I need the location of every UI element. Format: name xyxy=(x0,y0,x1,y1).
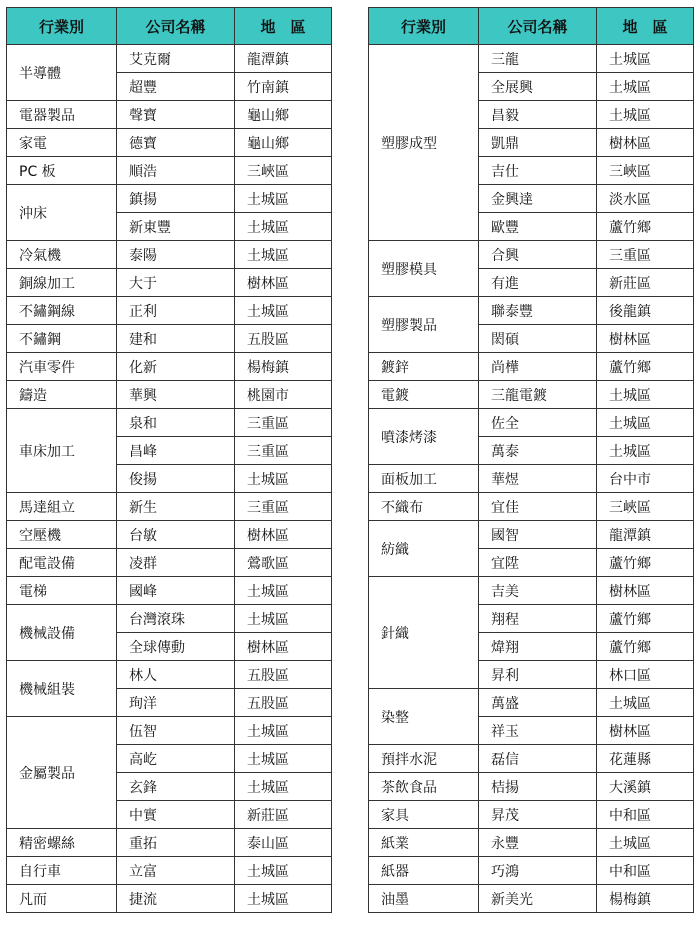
company-name-cell: 合興 xyxy=(479,241,597,269)
table-row xyxy=(7,409,332,437)
company-name-cell: 全展興 xyxy=(479,73,597,101)
table-row xyxy=(7,549,332,577)
company-name-cell: 華興 xyxy=(117,381,235,409)
location-cell: 五股區 xyxy=(235,325,332,353)
location-cell: 蘆竹鄉 xyxy=(597,633,694,661)
table-row xyxy=(369,773,694,801)
industry-cell: 半導體 xyxy=(7,45,117,101)
industry-cell: 染整 xyxy=(369,689,479,745)
company-name-cell: 永豐 xyxy=(479,829,597,857)
location-cell: 三峽區 xyxy=(235,157,332,185)
location-cell: 土城區 xyxy=(597,73,694,101)
company-name-cell: 昇利 xyxy=(479,661,597,689)
location-cell: 龍潭鎮 xyxy=(597,521,694,549)
company-name-cell: 巧鴻 xyxy=(479,857,597,885)
industry-cell: 配電設備 xyxy=(7,549,117,577)
industry-cell: 電鍍 xyxy=(369,381,479,409)
location-cell: 土城區 xyxy=(235,717,332,745)
location-cell: 蘆竹鄉 xyxy=(597,213,694,241)
industry-cell: 車床加工 xyxy=(7,409,117,493)
table-row xyxy=(369,577,694,605)
industry-cell: 機械設備 xyxy=(7,605,117,661)
industry-cell: 紙器 xyxy=(369,857,479,885)
company-name-cell: 佐全 xyxy=(479,409,597,437)
location-cell: 三重區 xyxy=(597,241,694,269)
location-cell: 蘆竹鄉 xyxy=(597,353,694,381)
company-name-cell: 台敏 xyxy=(117,521,235,549)
location-cell: 五股區 xyxy=(235,689,332,717)
industry-cell: 空壓機 xyxy=(7,521,117,549)
location-cell: 蘆竹鄉 xyxy=(597,605,694,633)
location-cell: 樹林區 xyxy=(597,325,694,353)
table-row xyxy=(7,829,332,857)
location-cell: 桃園市 xyxy=(235,381,332,409)
company-name-cell: 祥玉 xyxy=(479,717,597,745)
location-cell: 三重區 xyxy=(235,409,332,437)
location-cell: 土城區 xyxy=(235,745,332,773)
company-name-cell: 三龍 xyxy=(479,45,597,73)
company-name-cell: 磊信 xyxy=(479,745,597,773)
company-name-cell: 閎碩 xyxy=(479,325,597,353)
header-location: 地 區 xyxy=(597,8,694,45)
location-cell: 泰山區 xyxy=(235,829,332,857)
company-name-cell: 吉美 xyxy=(479,577,597,605)
location-cell: 龍潭鎮 xyxy=(235,45,332,73)
location-cell: 土城區 xyxy=(235,577,332,605)
industry-cell: 塑膠成型 xyxy=(369,45,479,241)
location-cell: 樹林區 xyxy=(235,633,332,661)
industry-cell: 凡而 xyxy=(7,885,117,913)
company-name-cell: 宜陞 xyxy=(479,549,597,577)
company-name-cell: 中實 xyxy=(117,801,235,829)
table-row xyxy=(369,885,694,913)
industry-cell: 家電 xyxy=(7,129,117,157)
location-cell: 土城區 xyxy=(597,45,694,73)
location-cell: 楊梅鎮 xyxy=(597,885,694,913)
table-row xyxy=(7,297,332,325)
company-name-cell: 煒翔 xyxy=(479,633,597,661)
location-cell: 三重區 xyxy=(235,493,332,521)
location-cell: 樹林區 xyxy=(597,129,694,157)
right-company-table xyxy=(368,7,694,913)
industry-cell: 鑄造 xyxy=(7,381,117,409)
company-name-cell: 新生 xyxy=(117,493,235,521)
industry-cell: 沖床 xyxy=(7,185,117,241)
location-cell: 樹林區 xyxy=(597,717,694,745)
table-row xyxy=(7,45,332,73)
industry-cell: 面板加工 xyxy=(369,465,479,493)
location-cell: 楊梅鎮 xyxy=(235,353,332,381)
header-company: 公司名稱 xyxy=(117,8,235,45)
location-cell: 樹林區 xyxy=(235,521,332,549)
company-name-cell: 鎮揚 xyxy=(117,185,235,213)
location-cell: 竹南鎮 xyxy=(235,73,332,101)
company-name-cell: 昌峰 xyxy=(117,437,235,465)
table-row xyxy=(369,381,694,409)
right-table-body xyxy=(369,45,694,913)
company-name-cell: 林人 xyxy=(117,661,235,689)
company-name-cell: 新東豐 xyxy=(117,213,235,241)
company-name-cell: 大于 xyxy=(117,269,235,297)
table-row xyxy=(369,241,694,269)
industry-cell: 汽車零件 xyxy=(7,353,117,381)
table-row xyxy=(7,717,332,745)
table-row xyxy=(7,185,332,213)
location-cell: 蘆竹鄉 xyxy=(597,549,694,577)
table-row xyxy=(7,885,332,913)
location-cell: 土城區 xyxy=(235,241,332,269)
location-cell: 淡水區 xyxy=(597,185,694,213)
industry-cell: 電梯 xyxy=(7,577,117,605)
company-name-cell: 萬盛 xyxy=(479,689,597,717)
location-cell: 土城區 xyxy=(597,101,694,129)
industry-cell: 不鏽鋼線 xyxy=(7,297,117,325)
industry-cell: 預拌水泥 xyxy=(369,745,479,773)
company-name-cell: 伍智 xyxy=(117,717,235,745)
location-cell: 中和區 xyxy=(597,801,694,829)
company-name-cell: 珣洋 xyxy=(117,689,235,717)
table-row xyxy=(7,493,332,521)
company-name-cell: 順浩 xyxy=(117,157,235,185)
company-name-cell: 翔程 xyxy=(479,605,597,633)
location-cell: 三峽區 xyxy=(597,493,694,521)
industry-cell: 電器製品 xyxy=(7,101,117,129)
company-name-cell: 三龍電鍍 xyxy=(479,381,597,409)
table-row xyxy=(369,829,694,857)
location-cell: 花蓮縣 xyxy=(597,745,694,773)
table-row xyxy=(369,465,694,493)
industry-cell: PC 板 xyxy=(7,157,117,185)
company-name-cell: 桔揚 xyxy=(479,773,597,801)
company-name-cell: 台灣滾珠 xyxy=(117,605,235,633)
table-row xyxy=(369,353,694,381)
location-cell: 土城區 xyxy=(235,213,332,241)
left-company-table xyxy=(6,7,332,913)
table-row xyxy=(7,129,332,157)
table-row xyxy=(7,661,332,689)
company-name-cell: 昇茂 xyxy=(479,801,597,829)
table-row xyxy=(7,101,332,129)
location-cell: 三峽區 xyxy=(597,157,694,185)
header-industry: 行業別 xyxy=(369,8,479,45)
location-cell: 鶯歌區 xyxy=(235,549,332,577)
industry-cell: 金屬製品 xyxy=(7,717,117,829)
company-name-cell: 吉仕 xyxy=(479,157,597,185)
location-cell: 土城區 xyxy=(235,773,332,801)
location-cell: 土城區 xyxy=(597,829,694,857)
industry-cell: 機械組裝 xyxy=(7,661,117,717)
location-cell: 樹林區 xyxy=(235,269,332,297)
table-row xyxy=(369,745,694,773)
location-cell: 後龍鎮 xyxy=(597,297,694,325)
company-name-cell: 立富 xyxy=(117,857,235,885)
company-name-cell: 金興達 xyxy=(479,185,597,213)
header-location: 地 區 xyxy=(235,8,332,45)
company-name-cell: 正利 xyxy=(117,297,235,325)
company-name-cell: 凱鼎 xyxy=(479,129,597,157)
industry-cell: 不織布 xyxy=(369,493,479,521)
company-name-cell: 尚樺 xyxy=(479,353,597,381)
industry-cell: 銅線加工 xyxy=(7,269,117,297)
table-row xyxy=(7,241,332,269)
location-cell: 土城區 xyxy=(235,297,332,325)
company-name-cell: 俊揚 xyxy=(117,465,235,493)
table-row xyxy=(7,269,332,297)
table-row xyxy=(369,297,694,325)
table-row xyxy=(369,801,694,829)
industry-cell: 噴漆烤漆 xyxy=(369,409,479,465)
location-cell: 樹林區 xyxy=(597,577,694,605)
table-row xyxy=(7,521,332,549)
table-row xyxy=(7,857,332,885)
company-name-cell: 泉和 xyxy=(117,409,235,437)
location-cell: 中和區 xyxy=(597,857,694,885)
company-name-cell: 有進 xyxy=(479,269,597,297)
company-name-cell: 華煜 xyxy=(479,465,597,493)
location-cell: 五股區 xyxy=(235,661,332,689)
table-row xyxy=(7,353,332,381)
company-name-cell: 國智 xyxy=(479,521,597,549)
company-name-cell: 全球傳動 xyxy=(117,633,235,661)
company-name-cell: 凌群 xyxy=(117,549,235,577)
company-name-cell: 化新 xyxy=(117,353,235,381)
location-cell: 龜山鄉 xyxy=(235,101,332,129)
header-industry: 行業別 xyxy=(7,8,117,45)
company-name-cell: 德寶 xyxy=(117,129,235,157)
industry-cell: 精密螺絲 xyxy=(7,829,117,857)
header-row xyxy=(7,8,332,45)
company-name-cell: 宜佳 xyxy=(479,493,597,521)
industry-cell: 針織 xyxy=(369,577,479,689)
company-name-cell: 聯泰豐 xyxy=(479,297,597,325)
location-cell: 土城區 xyxy=(597,409,694,437)
industry-cell: 油墨 xyxy=(369,885,479,913)
table-row xyxy=(7,577,332,605)
left-table-body xyxy=(7,45,332,913)
header-row xyxy=(369,8,694,45)
industry-cell: 塑膠模具 xyxy=(369,241,479,297)
location-cell: 土城區 xyxy=(235,185,332,213)
location-cell: 新莊區 xyxy=(235,801,332,829)
industry-cell: 塑膠製品 xyxy=(369,297,479,353)
table-row xyxy=(7,325,332,353)
industry-cell: 紡織 xyxy=(369,521,479,577)
location-cell: 新莊區 xyxy=(597,269,694,297)
table-row xyxy=(7,157,332,185)
location-cell: 大溪鎮 xyxy=(597,773,694,801)
table-row xyxy=(7,381,332,409)
industry-cell: 馬達組立 xyxy=(7,493,117,521)
table-row xyxy=(7,605,332,633)
company-name-cell: 聲寶 xyxy=(117,101,235,129)
table-row xyxy=(369,857,694,885)
table-row xyxy=(369,409,694,437)
company-name-cell: 玄鋒 xyxy=(117,773,235,801)
location-cell: 土城區 xyxy=(597,689,694,717)
location-cell: 土城區 xyxy=(235,857,332,885)
company-name-cell: 建和 xyxy=(117,325,235,353)
location-cell: 台中市 xyxy=(597,465,694,493)
industry-cell: 茶飲食品 xyxy=(369,773,479,801)
location-cell: 三重區 xyxy=(235,437,332,465)
table-row xyxy=(369,689,694,717)
company-name-cell: 新美光 xyxy=(479,885,597,913)
industry-cell: 冷氣機 xyxy=(7,241,117,269)
location-cell: 土城區 xyxy=(235,465,332,493)
location-cell: 土城區 xyxy=(235,605,332,633)
table-row xyxy=(369,45,694,73)
company-name-cell: 昌毅 xyxy=(479,101,597,129)
company-name-cell: 國峰 xyxy=(117,577,235,605)
company-name-cell: 重拓 xyxy=(117,829,235,857)
industry-cell: 鍍鋅 xyxy=(369,353,479,381)
company-name-cell: 捷流 xyxy=(117,885,235,913)
table-row xyxy=(369,521,694,549)
company-name-cell: 泰陽 xyxy=(117,241,235,269)
location-cell: 龜山鄉 xyxy=(235,129,332,157)
company-name-cell: 超豐 xyxy=(117,73,235,101)
location-cell: 土城區 xyxy=(235,885,332,913)
company-name-cell: 歐豐 xyxy=(479,213,597,241)
industry-cell: 不鏽鋼 xyxy=(7,325,117,353)
company-name-cell: 萬泰 xyxy=(479,437,597,465)
industry-cell: 自行車 xyxy=(7,857,117,885)
header-company: 公司名稱 xyxy=(479,8,597,45)
location-cell: 林口區 xyxy=(597,661,694,689)
location-cell: 土城區 xyxy=(597,437,694,465)
location-cell: 土城區 xyxy=(597,381,694,409)
company-name-cell: 高屹 xyxy=(117,745,235,773)
company-name-cell: 艾克爾 xyxy=(117,45,235,73)
industry-cell: 紙業 xyxy=(369,829,479,857)
industry-cell: 家具 xyxy=(369,801,479,829)
table-row xyxy=(369,493,694,521)
